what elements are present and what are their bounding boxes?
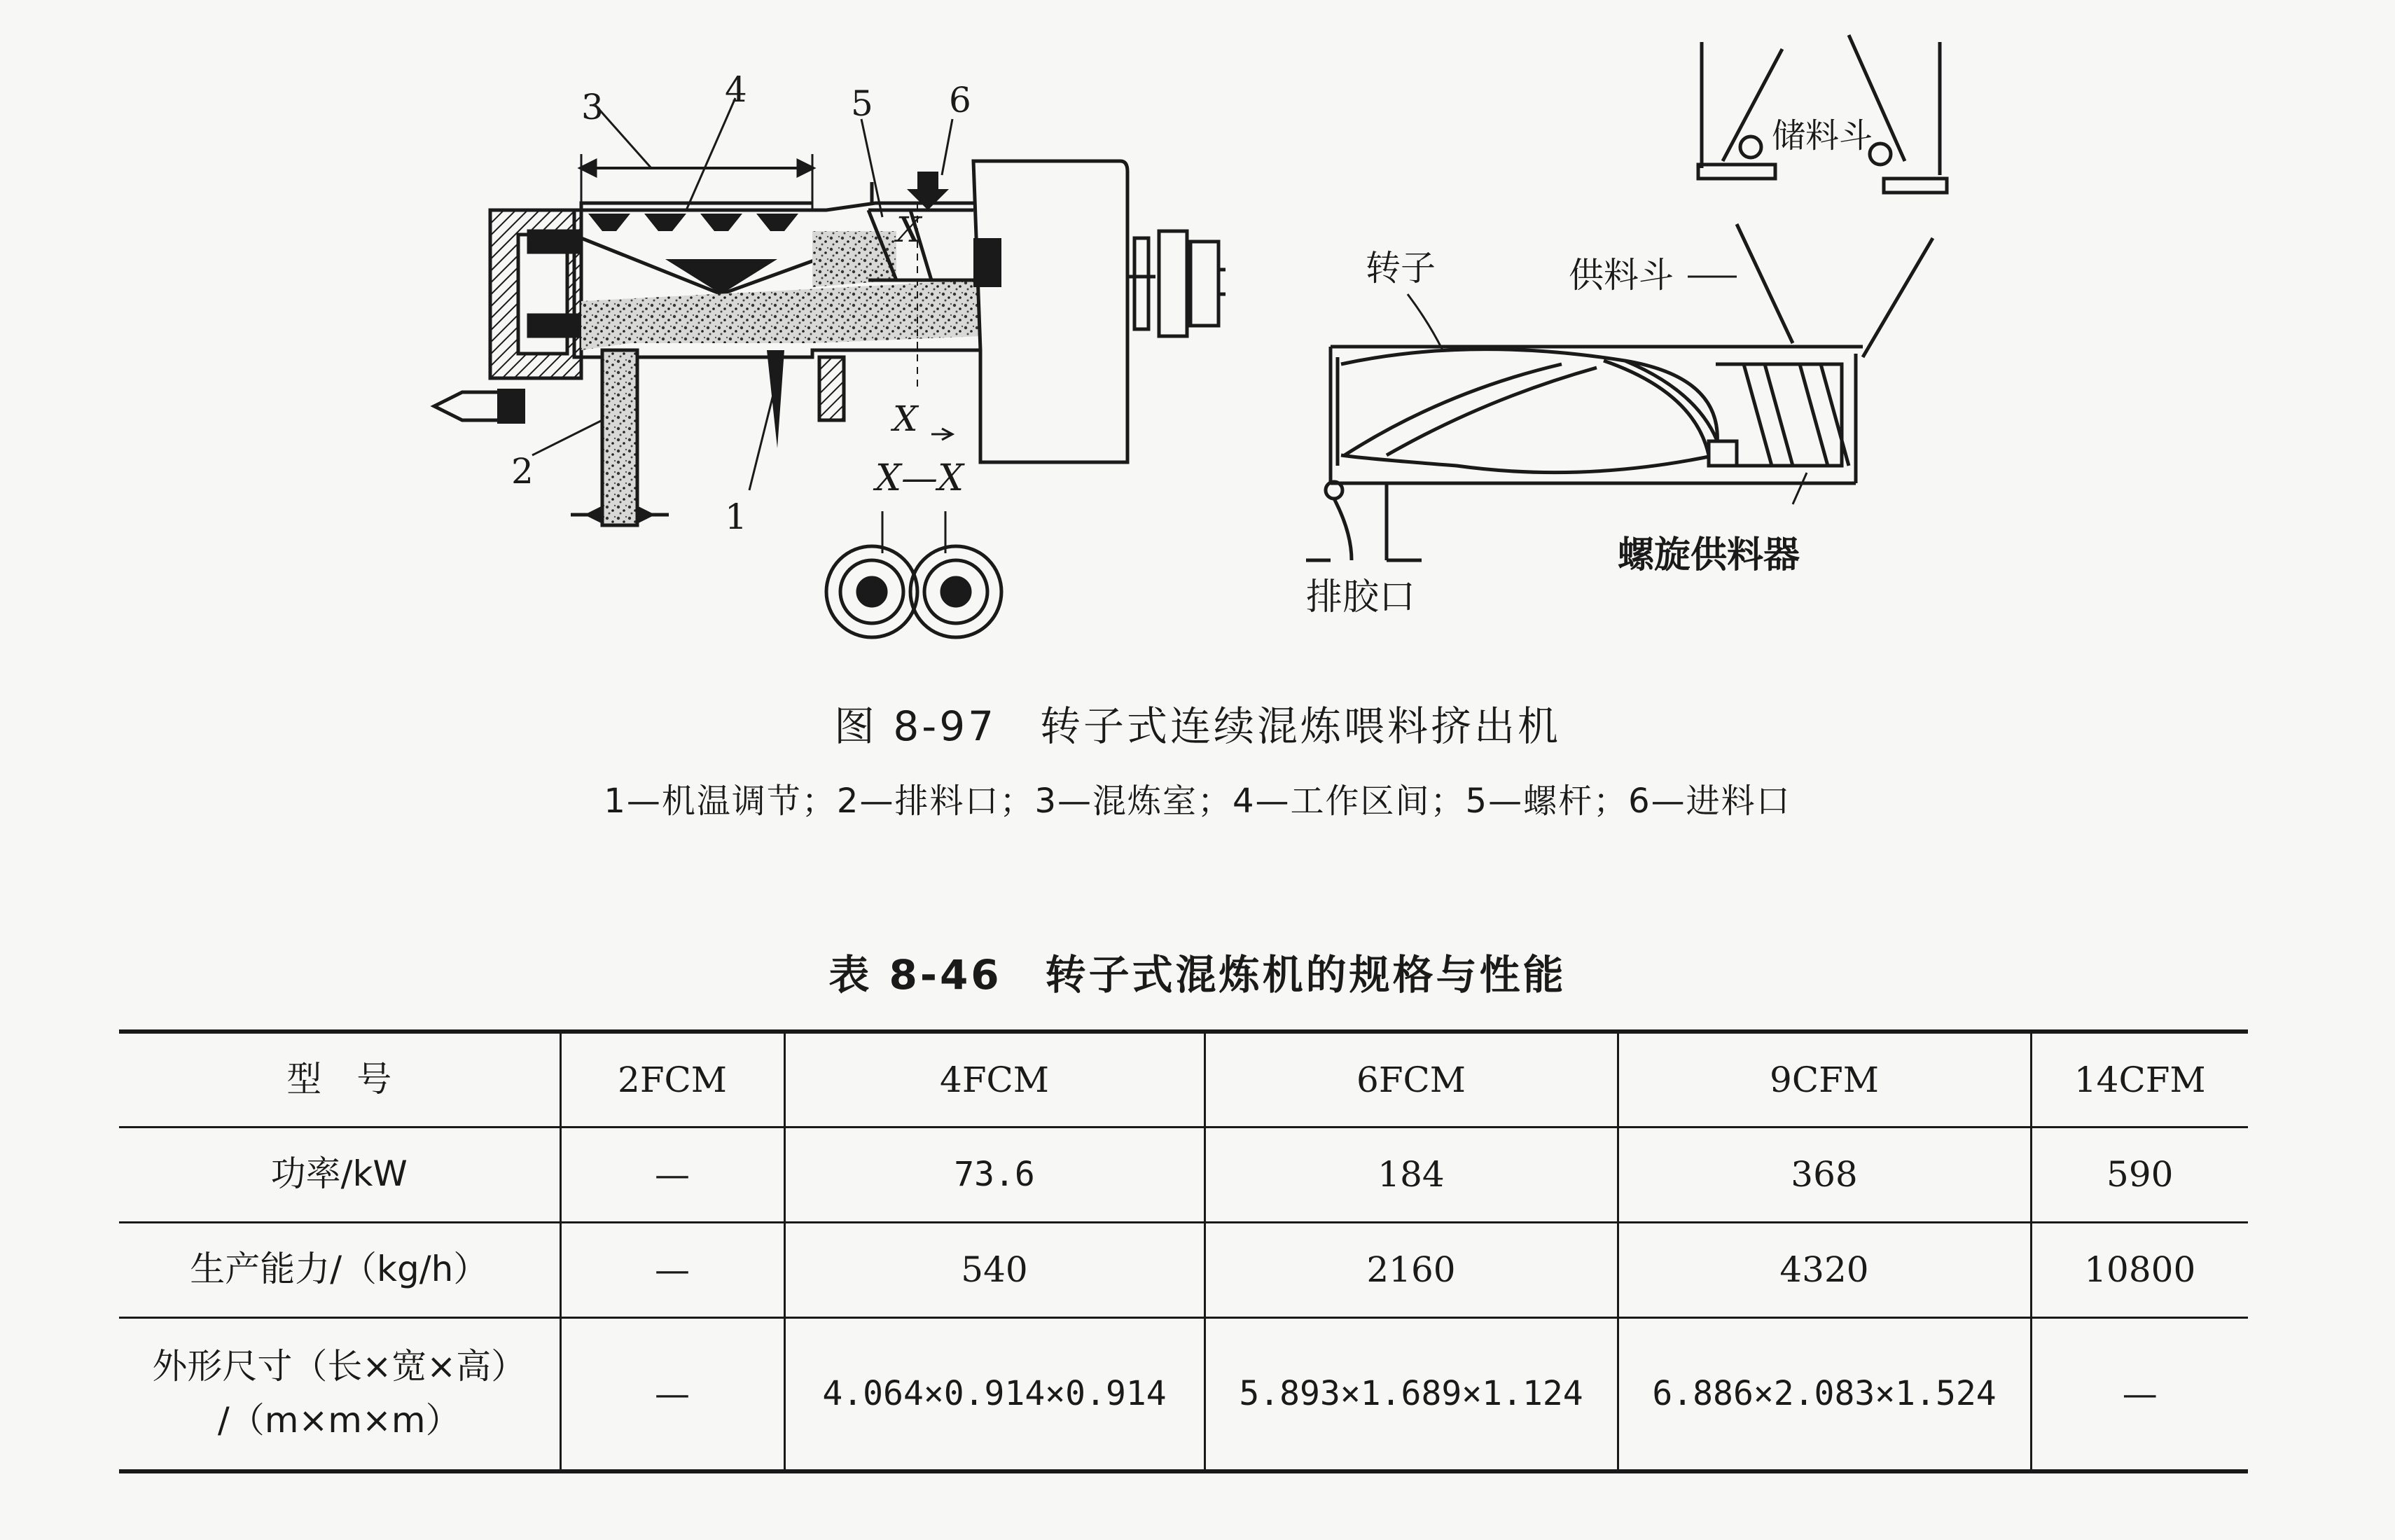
label-screw-feeder: 螺旋供料器 [1618, 534, 1800, 576]
row-label-dimensions [119, 1317, 560, 1471]
table-cell: 540 [784, 1222, 1205, 1317]
table-row-capacity [119, 1222, 2248, 1317]
label-3: 3 [581, 87, 604, 127]
table-cell: — [2031, 1317, 2248, 1471]
rotor-mixer-labels [1306, 116, 1873, 618]
label-feed-hopper: 供料斗 [1569, 255, 1674, 296]
row-label-dimensions-line1: 外形尺寸（长×宽×高） [152, 1345, 527, 1387]
table-row-power [119, 1127, 2248, 1222]
label-4: 4 [725, 69, 747, 110]
table-title: 表 8-46 转子式混炼机的规格与性能 [828, 951, 1567, 999]
table-cell: 73.6 [784, 1127, 1205, 1222]
table-header-row [119, 1032, 2248, 1127]
table-cell: 184 [1205, 1127, 1618, 1222]
label-discharge-port: 排胶口 [1306, 576, 1416, 618]
header-cell: 6FCM [1205, 1032, 1618, 1127]
figure-drawings [0, 0, 2395, 658]
rotor-mixer-diagram [1306, 35, 1947, 560]
header-model: 型 号 [119, 1032, 560, 1127]
figure-legend: 1—机温调节；2—排料口；3—混炼室；4—工作区间；5—螺杆；6—进料口 [604, 782, 1791, 821]
figure-area [0, 0, 2395, 658]
table-cell: 4320 [1618, 1222, 2031, 1317]
table-cell: 10800 [2031, 1222, 2248, 1317]
label-x-top: X [896, 209, 922, 250]
header-cell: 4FCM [784, 1032, 1205, 1127]
table-cell: 5.893×1.689×1.124 [1205, 1317, 1618, 1471]
label-6: 6 [949, 80, 971, 120]
spec-table [119, 1029, 2248, 1473]
header-cell: 9CFM [1618, 1032, 2031, 1127]
row-label-power: 功率/kW [119, 1127, 560, 1222]
label-rotor: 转子 [1366, 248, 1436, 289]
row-label-capacity: 生产能力/（kg/h） [119, 1222, 560, 1317]
label-2: 2 [511, 451, 534, 492]
table-cell: 2160 [1205, 1222, 1618, 1317]
label-x-bottom: X [893, 398, 918, 439]
table-cell: 590 [2031, 1127, 2248, 1222]
table-cell: — [560, 1317, 784, 1471]
label-5: 5 [851, 83, 873, 124]
row-label-dimensions-line2: /（m×m×m） [217, 1400, 461, 1441]
header-cell: 2FCM [560, 1032, 784, 1127]
header-cell: 14CFM [2031, 1032, 2248, 1127]
table-row-dimensions [119, 1317, 2248, 1471]
table-cell: 6.886×2.083×1.524 [1618, 1317, 2031, 1471]
label-storage-hopper: 储料斗 [1772, 116, 1873, 155]
label-1: 1 [725, 497, 747, 537]
table-cell: 4.064×0.914×0.914 [784, 1317, 1205, 1471]
table-cell: — [560, 1127, 784, 1222]
extruder-diagram [434, 98, 1226, 637]
table-cell: — [560, 1222, 784, 1317]
label-section-xx: X—X [875, 457, 964, 499]
table-cell: 368 [1618, 1127, 2031, 1222]
figure-title: 图 8-97 转子式连续混炼喂料挤出机 [833, 702, 1562, 750]
